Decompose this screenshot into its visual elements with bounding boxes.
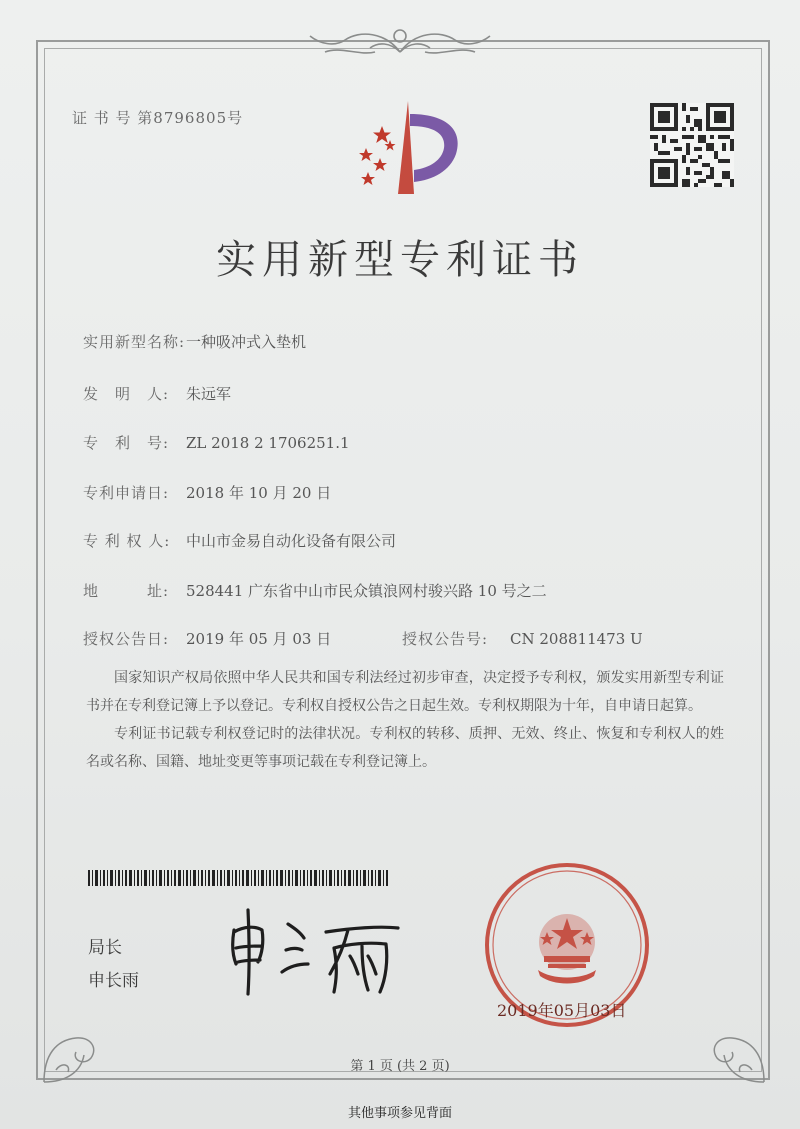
field-value: 一种吸冲式入垫机 [186, 333, 307, 351]
field-grant-date [83, 628, 331, 649]
field-value: 2018 年 10 月 20 日 [186, 484, 332, 502]
top-ornament [290, 22, 510, 62]
field-label: 专利申请日: [83, 484, 170, 502]
back-note: 其他事项参见背面 [347, 1106, 452, 1121]
field-grant-number [402, 628, 643, 649]
corner-ornament-bottom-right [682, 1000, 772, 1090]
field-utility-model-name [83, 331, 306, 352]
field-value: 朱远军 [186, 385, 232, 403]
signatory-title: 局长 [88, 938, 122, 958]
qr-code-icon [650, 103, 734, 187]
handwritten-signature [222, 902, 412, 1002]
field-value: 中山市金易自动化设备有限公司 [186, 532, 397, 550]
corner-ornament-bottom-left [36, 1000, 126, 1090]
field-label: 授权公告日: [83, 630, 170, 648]
field-address [83, 580, 547, 601]
body-paragraph: 国家知识产权局依照中华人民共和国专利法经过初步审查，决定授予专利权，颁发实用新型专利证书并在专利登记簿上予以登记。专利权自授权公告之日起生效。专利权期限为十年，自申请日起算。 [86, 670, 724, 714]
certificate-title: 实用新型专利证书 [216, 237, 584, 283]
field-label: 发 明 人: [83, 385, 170, 403]
field-patentee [83, 530, 396, 551]
certificate-body [86, 664, 724, 776]
field-value: 528441 广东省中山市民众镇浪网村骏兴路 10 号之二 [186, 582, 547, 600]
body-paragraph: 专利证书记载专利权登记时的法律状况。专利权的转移、质押、无效、终止、恢复和专利权人的姓名或名称、国籍、地址变更等事项记载在专利登记簿上。 [86, 726, 724, 770]
field-label: 专 利 权 人: [83, 532, 171, 550]
field-label: 实用新型名称: [83, 333, 186, 351]
field-inventor [83, 383, 231, 404]
field-value: ZL 2018 2 1706251.1 [186, 434, 350, 452]
field-label: 专 利 号: [83, 434, 170, 452]
field-value: 2019 年 05 月 03 日 [186, 630, 332, 648]
signatory-name: 申长雨 [88, 971, 139, 991]
barcode-icon [88, 870, 388, 886]
field-label: 地 址: [83, 582, 170, 600]
page-indicator: 第 1 页 (共 2 页) [350, 1059, 450, 1074]
field-application-date [83, 482, 331, 503]
seal-date: 2019年05月03日 [497, 1001, 627, 1020]
patent-office-logo-icon [338, 96, 468, 201]
field-label: 授权公告号: [402, 630, 489, 648]
field-patent-number [83, 432, 350, 453]
certificate-number: 证 书 号 第8796805号 [72, 109, 244, 127]
field-value: CN 208811473 U [510, 630, 643, 648]
